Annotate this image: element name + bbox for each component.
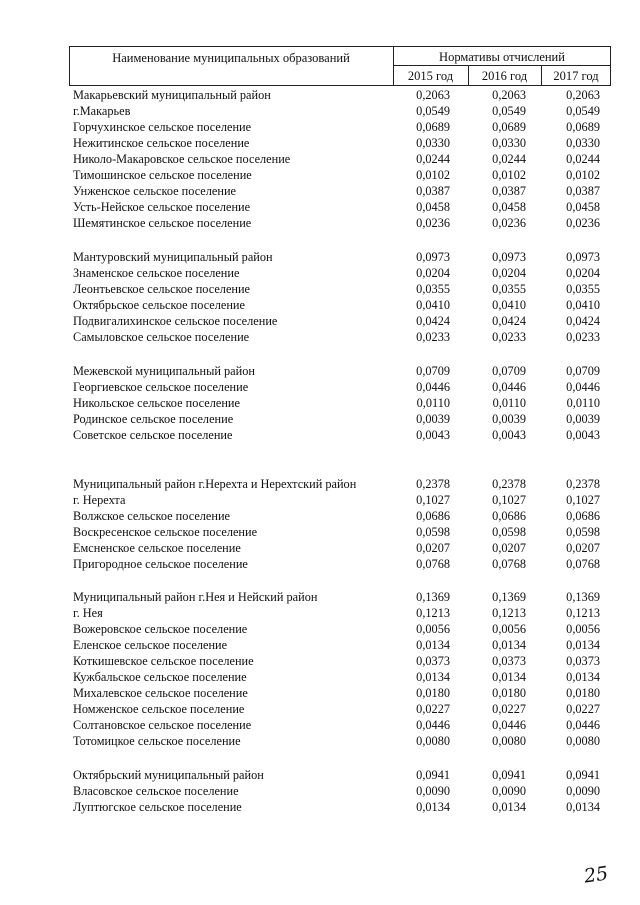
norm-value-2017: 0,0207	[566, 541, 600, 555]
municipality-name: Солтановское сельское поселение	[73, 718, 252, 732]
norm-value-2016: 0,2378	[492, 477, 526, 491]
norm-value-2015: 0,2063	[416, 88, 450, 102]
municipality-name: Власовское сельское поселение	[73, 784, 239, 798]
norm-value-2017: 0,0941	[566, 768, 600, 782]
norm-value-2016: 0,0686	[492, 509, 526, 523]
norm-value-2017: 0,0973	[566, 250, 600, 264]
table-row	[0, 717, 640, 733]
norm-value-2015: 0,0090	[416, 784, 450, 798]
norm-value-2015: 0,0458	[416, 200, 450, 214]
table-row	[0, 701, 640, 717]
municipality-name: Унженское сельское поселение	[73, 184, 236, 198]
norm-value-2016: 0,1027	[492, 493, 526, 507]
table-row	[0, 119, 640, 135]
norm-value-2015: 0,0207	[416, 541, 450, 555]
norm-value-2015: 0,0689	[416, 120, 450, 134]
norm-value-2015: 0,2378	[416, 477, 450, 491]
table-row	[0, 767, 640, 783]
norm-value-2015: 0,0227	[416, 702, 450, 716]
page-number: 25	[582, 862, 610, 888]
norm-value-2017: 0,0709	[566, 364, 600, 378]
municipality-name: Вожеровское сельское поселение	[73, 622, 248, 636]
municipality-name: Кужбальское сельское поселение	[73, 670, 247, 684]
norm-value-2015: 0,0102	[416, 168, 450, 182]
norm-value-2017: 0,0180	[566, 686, 600, 700]
norm-value-2016: 0,0549	[492, 104, 526, 118]
table-row	[0, 733, 640, 749]
table-row	[0, 411, 640, 427]
norm-value-2017: 0,0134	[566, 638, 600, 652]
norm-value-2017: 0,0424	[566, 314, 600, 328]
norm-value-2017: 0,0458	[566, 200, 600, 214]
table-row	[0, 621, 640, 637]
norm-value-2017: 0,0598	[566, 525, 600, 539]
table-row	[0, 329, 640, 345]
table-row	[0, 540, 640, 556]
norm-value-2016: 0,0446	[492, 380, 526, 394]
table-row	[0, 427, 640, 443]
column-header-year: 2016 год	[481, 69, 528, 83]
table-row	[0, 215, 640, 231]
norm-value-2016: 0,0134	[492, 800, 526, 814]
norm-value-2015: 0,0941	[416, 768, 450, 782]
norm-value-2016: 0,0424	[492, 314, 526, 328]
table-row	[0, 653, 640, 669]
norm-value-2015: 0,0236	[416, 216, 450, 230]
norm-value-2016: 0,0244	[492, 152, 526, 166]
norm-value-2015: 0,1369	[416, 590, 450, 604]
norm-value-2016: 0,0204	[492, 266, 526, 280]
norm-value-2015: 0,0598	[416, 525, 450, 539]
norm-value-2016: 0,0102	[492, 168, 526, 182]
norm-value-2017: 0,0102	[566, 168, 600, 182]
municipality-name: Усть-Нейское сельское поселение	[73, 200, 251, 214]
norm-value-2015: 0,0709	[416, 364, 450, 378]
table-row	[0, 783, 640, 799]
norm-value-2016: 0,0709	[492, 364, 526, 378]
norm-value-2017: 0,0446	[566, 718, 600, 732]
norm-value-2017: 0,0039	[566, 412, 600, 426]
municipality-name: Никольское сельское поселение	[73, 396, 240, 410]
norm-value-2017: 0,0686	[566, 509, 600, 523]
norm-value-2017: 0,0330	[566, 136, 600, 150]
norm-value-2015: 0,0244	[416, 152, 450, 166]
municipality-name: Макарьевский муниципальный район	[73, 88, 271, 102]
norm-value-2016: 0,0973	[492, 250, 526, 264]
norm-value-2017: 0,0056	[566, 622, 600, 636]
norm-value-2016: 0,0043	[492, 428, 526, 442]
norm-value-2016: 0,0110	[492, 396, 526, 410]
norm-value-2015: 0,0039	[416, 412, 450, 426]
municipality-name: Межевской муниципальный район	[73, 364, 255, 378]
municipality-name: г. Нерехта	[73, 493, 126, 507]
table-row	[0, 87, 640, 103]
table-row	[0, 669, 640, 685]
norm-value-2017: 0,0549	[566, 104, 600, 118]
table-row	[0, 637, 640, 653]
municipality-name: Нежитинское сельское поселение	[73, 136, 250, 150]
municipality-name: Советское сельское поселение	[73, 428, 233, 442]
norm-value-2017: 0,0134	[566, 670, 600, 684]
norm-value-2015: 0,0204	[416, 266, 450, 280]
norm-value-2017: 0,1369	[566, 590, 600, 604]
municipality-name: Еленское сельское поселение	[73, 638, 228, 652]
table-row	[0, 313, 640, 329]
municipality-name: Тимошинское сельское поселение	[73, 168, 252, 182]
norm-value-2016: 0,0056	[492, 622, 526, 636]
norm-value-2015: 0,0110	[416, 396, 450, 410]
norm-value-2017: 0,0204	[566, 266, 600, 280]
norm-value-2015: 0,0446	[416, 380, 450, 394]
table-row	[0, 249, 640, 265]
municipality-name: Леонтьевское сельское поселение	[73, 282, 251, 296]
norm-value-2015: 0,0373	[416, 654, 450, 668]
table-row	[0, 265, 640, 281]
norm-value-2015: 0,0180	[416, 686, 450, 700]
norm-value-2016: 0,0598	[492, 525, 526, 539]
norm-value-2016: 0,0387	[492, 184, 526, 198]
norm-value-2016: 0,0134	[492, 638, 526, 652]
norm-value-2016: 0,0410	[492, 298, 526, 312]
table-row	[0, 135, 640, 151]
municipality-name: Шемятинское сельское поселение	[73, 216, 252, 230]
norm-value-2015: 0,0549	[416, 104, 450, 118]
municipality-name: Октябрьский муниципальный район	[73, 768, 264, 782]
municipality-name: Коткишевское сельское поселение	[73, 654, 254, 668]
municipality-name: г. Нея	[73, 606, 103, 620]
municipality-name: Муниципальный район г.Нея и Нейский район	[73, 590, 318, 604]
norm-value-2016: 0,1369	[492, 590, 526, 604]
norm-value-2017: 0,0080	[566, 734, 600, 748]
municipality-name: Воскресенское сельское поселение	[73, 525, 258, 539]
table-row	[0, 685, 640, 701]
norm-value-2017: 0,0768	[566, 557, 600, 571]
municipality-name: Подвигалихинское сельское поселение	[73, 314, 278, 328]
norm-value-2015: 0,0043	[416, 428, 450, 442]
municipality-name: г.Макарьев	[73, 104, 131, 118]
norm-value-2015: 0,0134	[416, 800, 450, 814]
norm-value-2017: 0,0387	[566, 184, 600, 198]
norm-value-2017: 0,0090	[566, 784, 600, 798]
norm-value-2016: 0,0446	[492, 718, 526, 732]
norm-value-2015: 0,0355	[416, 282, 450, 296]
norm-value-2017: 0,0043	[566, 428, 600, 442]
norm-value-2015: 0,1213	[416, 606, 450, 620]
municipality-name: Номженское сельское поселение	[73, 702, 245, 716]
norm-value-2015: 0,1027	[416, 493, 450, 507]
norm-value-2016: 0,0180	[492, 686, 526, 700]
municipality-name: Горчухинское сельское поселение	[73, 120, 252, 134]
column-header-year: 2017 год	[553, 69, 599, 83]
norm-value-2016: 0,0233	[492, 330, 526, 344]
norm-value-2015: 0,0233	[416, 330, 450, 344]
municipality-name: Родинское сельское поселение	[73, 412, 234, 426]
norm-value-2015: 0,0973	[416, 250, 450, 264]
norm-value-2015: 0,0134	[416, 670, 450, 684]
municipality-name: Знаменское сельское поселение	[73, 266, 240, 280]
table-row	[0, 492, 640, 508]
norm-value-2016: 0,0330	[492, 136, 526, 150]
municipality-name: Михалевское сельское поселение	[73, 686, 248, 700]
municipality-name: Николо-Макаровское сельское поселение	[73, 152, 291, 166]
norm-value-2017: 0,1213	[566, 606, 600, 620]
norm-value-2016: 0,0236	[492, 216, 526, 230]
norm-value-2017: 0,1027	[566, 493, 600, 507]
table-row	[0, 183, 640, 199]
norm-value-2016: 0,0458	[492, 200, 526, 214]
norm-value-2017: 0,0236	[566, 216, 600, 230]
norm-value-2017: 0,0410	[566, 298, 600, 312]
norm-value-2016: 0,0207	[492, 541, 526, 555]
norm-value-2015: 0,0768	[416, 557, 450, 571]
table-row	[0, 363, 640, 379]
norm-value-2016: 0,0768	[492, 557, 526, 571]
norm-value-2015: 0,0080	[416, 734, 450, 748]
norm-value-2017: 0,0134	[566, 800, 600, 814]
municipality-name: Октябрьское сельское поселение	[73, 298, 245, 312]
norm-value-2016: 0,0227	[492, 702, 526, 716]
municipality-name: Емсненское сельское поселение	[73, 541, 241, 555]
municipality-name: Волжское сельское поселение	[73, 509, 231, 523]
table-row	[0, 556, 640, 572]
norm-value-2017: 0,0244	[566, 152, 600, 166]
norm-value-2017: 0,0373	[566, 654, 600, 668]
column-header-name: Наименование муниципальных образований	[112, 51, 350, 65]
norm-value-2017: 0,0446	[566, 380, 600, 394]
norm-value-2015: 0,0330	[416, 136, 450, 150]
norm-value-2016: 0,1213	[492, 606, 526, 620]
norm-value-2016: 0,0689	[492, 120, 526, 134]
norm-value-2017: 0,0689	[566, 120, 600, 134]
norm-value-2016: 0,0080	[492, 734, 526, 748]
municipality-name: Луптюгское сельское поселение	[73, 800, 242, 814]
table-row	[0, 379, 640, 395]
table-row	[0, 167, 640, 183]
norm-value-2016: 0,0373	[492, 654, 526, 668]
norm-value-2016: 0,0134	[492, 670, 526, 684]
norm-value-2016: 0,0090	[492, 784, 526, 798]
municipality-name: Муниципальный район г.Нерехта и Нерехтский район	[73, 477, 357, 491]
norm-value-2015: 0,0056	[416, 622, 450, 636]
norm-value-2016: 0,2063	[492, 88, 526, 102]
municipality-name: Пригородное сельское поселение	[73, 557, 248, 571]
table-row	[0, 476, 640, 492]
norm-value-2015: 0,0410	[416, 298, 450, 312]
norm-value-2015: 0,0387	[416, 184, 450, 198]
table-row	[0, 199, 640, 215]
norm-value-2015: 0,0686	[416, 509, 450, 523]
column-header-norms: Нормативы отчислений	[439, 50, 565, 64]
municipality-name: Георгиевское сельское поселение	[73, 380, 249, 394]
norm-value-2016: 0,0355	[492, 282, 526, 296]
table-row	[0, 605, 640, 621]
table-row	[0, 508, 640, 524]
table-row	[0, 103, 640, 119]
norm-value-2015: 0,0134	[416, 638, 450, 652]
norm-value-2015: 0,0424	[416, 314, 450, 328]
norm-value-2017: 0,2378	[566, 477, 600, 491]
table-row	[0, 151, 640, 167]
table-row	[0, 395, 640, 411]
norm-value-2017: 0,2063	[566, 88, 600, 102]
norm-value-2015: 0,0446	[416, 718, 450, 732]
municipality-name: Мантуровский муниципальный район	[73, 250, 273, 264]
table-row	[0, 589, 640, 605]
norm-value-2017: 0,0355	[566, 282, 600, 296]
norm-value-2016: 0,0039	[492, 412, 526, 426]
table-row	[0, 799, 640, 815]
table-row	[0, 297, 640, 313]
municipality-name: Самыловское сельское поселение	[73, 330, 250, 344]
table-row	[0, 281, 640, 297]
municipality-name: Тотомицкое сельское поселение	[73, 734, 241, 748]
norm-value-2016: 0,0941	[492, 768, 526, 782]
norm-value-2017: 0,0110	[566, 396, 600, 410]
column-header-year: 2015 год	[407, 69, 454, 83]
table-row	[0, 524, 640, 540]
norm-value-2017: 0,0233	[566, 330, 600, 344]
norm-value-2017: 0,0227	[566, 702, 600, 716]
